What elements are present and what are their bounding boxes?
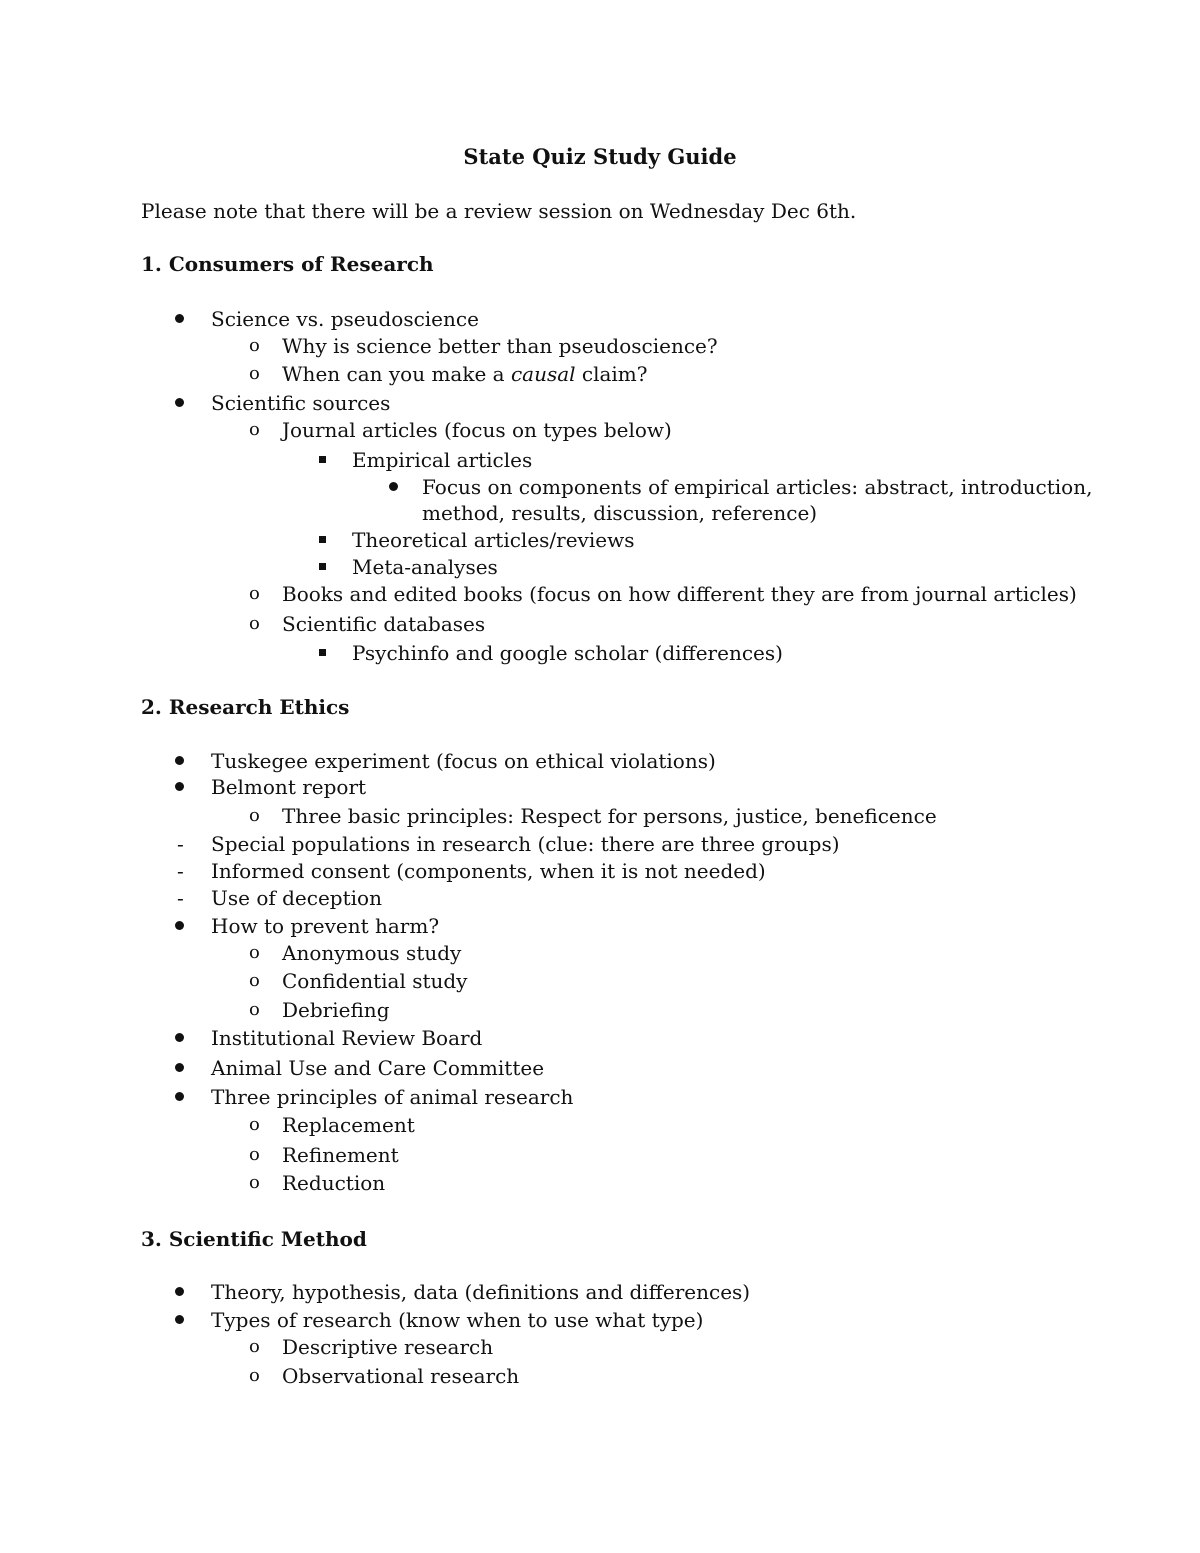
list-item-text: Three principles of animal research	[211, 1085, 574, 1109]
list-item-text: Focus on components of empirical articles: abstract, introduction,	[422, 475, 1093, 499]
list-item-text: Journal articles (focus on types below)	[282, 418, 672, 442]
list-item-text: How to prevent harm?	[211, 914, 440, 938]
bullet-dash: -	[177, 832, 184, 856]
bullet-dot	[175, 912, 184, 940]
bullet-circle: o	[249, 1144, 260, 1165]
bullet-circle: o	[249, 613, 260, 634]
bullet-circle: o	[249, 1365, 260, 1386]
bullet-dot	[175, 305, 184, 333]
bullet-dot	[175, 1024, 184, 1052]
section-heading-scientific-method: 3. Scientific Method	[141, 1227, 367, 1251]
list-item-text: Tuskegee experiment (focus on ethical violations)	[211, 749, 716, 773]
bullet-square	[319, 526, 326, 554]
bullet-dot	[175, 389, 184, 417]
list-item-text: Confidential study	[282, 969, 468, 993]
page-title: State Quiz Study Guide	[463, 144, 737, 169]
review-session-note: Please note that there will be a review session on Wednesday Dec 6th.	[141, 199, 857, 223]
bullet-dot	[175, 1083, 184, 1111]
list-item-text: Informed consent (components, when it is not needed)	[211, 859, 766, 883]
list-item-text: When can you make a causal claim?	[282, 362, 648, 386]
list-item-text: method, results, discussion, reference)	[422, 501, 818, 525]
section-heading-consumers-of-research: 1. Consumers of Research	[141, 252, 434, 276]
list-item-text: Theory, hypothesis, data (definitions and differences)	[211, 1280, 751, 1304]
list-item-text: Psychinfo and google scholar (differences)	[352, 641, 783, 665]
bullet-circle: o	[249, 583, 260, 604]
bullet-dash: -	[177, 859, 184, 883]
list-item-text: Types of research (know when to use what type)	[211, 1308, 704, 1332]
list-item-text: Refinement	[282, 1143, 399, 1167]
bullet-circle: o	[249, 942, 260, 963]
emphasis-causal: causal	[510, 362, 576, 386]
list-item-text: Scientific sources	[211, 391, 391, 415]
bullet-square	[319, 553, 326, 581]
bullet-dot	[175, 773, 184, 801]
list-item-text: Books and edited books (focus on how different they are from journal articles)	[282, 582, 1077, 606]
bullet-dot	[175, 1306, 184, 1334]
bullet-circle: o	[249, 1114, 260, 1135]
list-item-text: Descriptive research	[282, 1335, 494, 1359]
bullet-circle: o	[249, 1336, 260, 1357]
bullet-dot	[175, 1054, 184, 1082]
list-item-text: Debriefing	[282, 998, 390, 1022]
list-item-text: Empirical articles	[352, 448, 533, 472]
bullet-circle: o	[249, 363, 260, 384]
bullet-circle: o	[249, 999, 260, 1020]
list-item-text: Scientific databases	[282, 612, 486, 636]
bullet-dash: -	[177, 886, 184, 910]
bullet-square	[319, 446, 326, 474]
list-item-text: Meta-analyses	[352, 555, 498, 579]
list-item-text: Special populations in research (clue: there are three groups)	[211, 832, 840, 856]
bullet-dot	[175, 747, 184, 775]
bullet-circle: o	[249, 1172, 260, 1193]
list-item-text: Theoretical articles/reviews	[352, 528, 635, 552]
bullet-circle: o	[249, 970, 260, 991]
list-item-text: Science vs. pseudoscience	[211, 307, 479, 331]
list-item-text: Animal Use and Care Committee	[211, 1056, 545, 1080]
list-item-text: Why is science better than pseudoscience?	[282, 334, 718, 358]
list-item-text: Anonymous study	[282, 941, 462, 965]
bullet-circle: o	[249, 335, 260, 356]
bullet-dot	[389, 473, 398, 501]
list-item-text: Institutional Review Board	[211, 1026, 483, 1050]
section-heading-research-ethics: 2. Research Ethics	[141, 695, 350, 719]
list-item-text: Replacement	[282, 1113, 415, 1137]
bullet-square	[319, 639, 326, 667]
list-item-text: Reduction	[282, 1171, 386, 1195]
bullet-dot	[175, 1278, 184, 1306]
list-item-text: Use of deception	[211, 886, 382, 910]
bullet-circle: o	[249, 805, 260, 826]
list-item-text: Three basic principles: Respect for persons, justice, beneficence	[282, 804, 937, 828]
list-item-text: Belmont report	[211, 775, 367, 799]
list-item-text: Observational research	[282, 1364, 520, 1388]
bullet-circle: o	[249, 419, 260, 440]
